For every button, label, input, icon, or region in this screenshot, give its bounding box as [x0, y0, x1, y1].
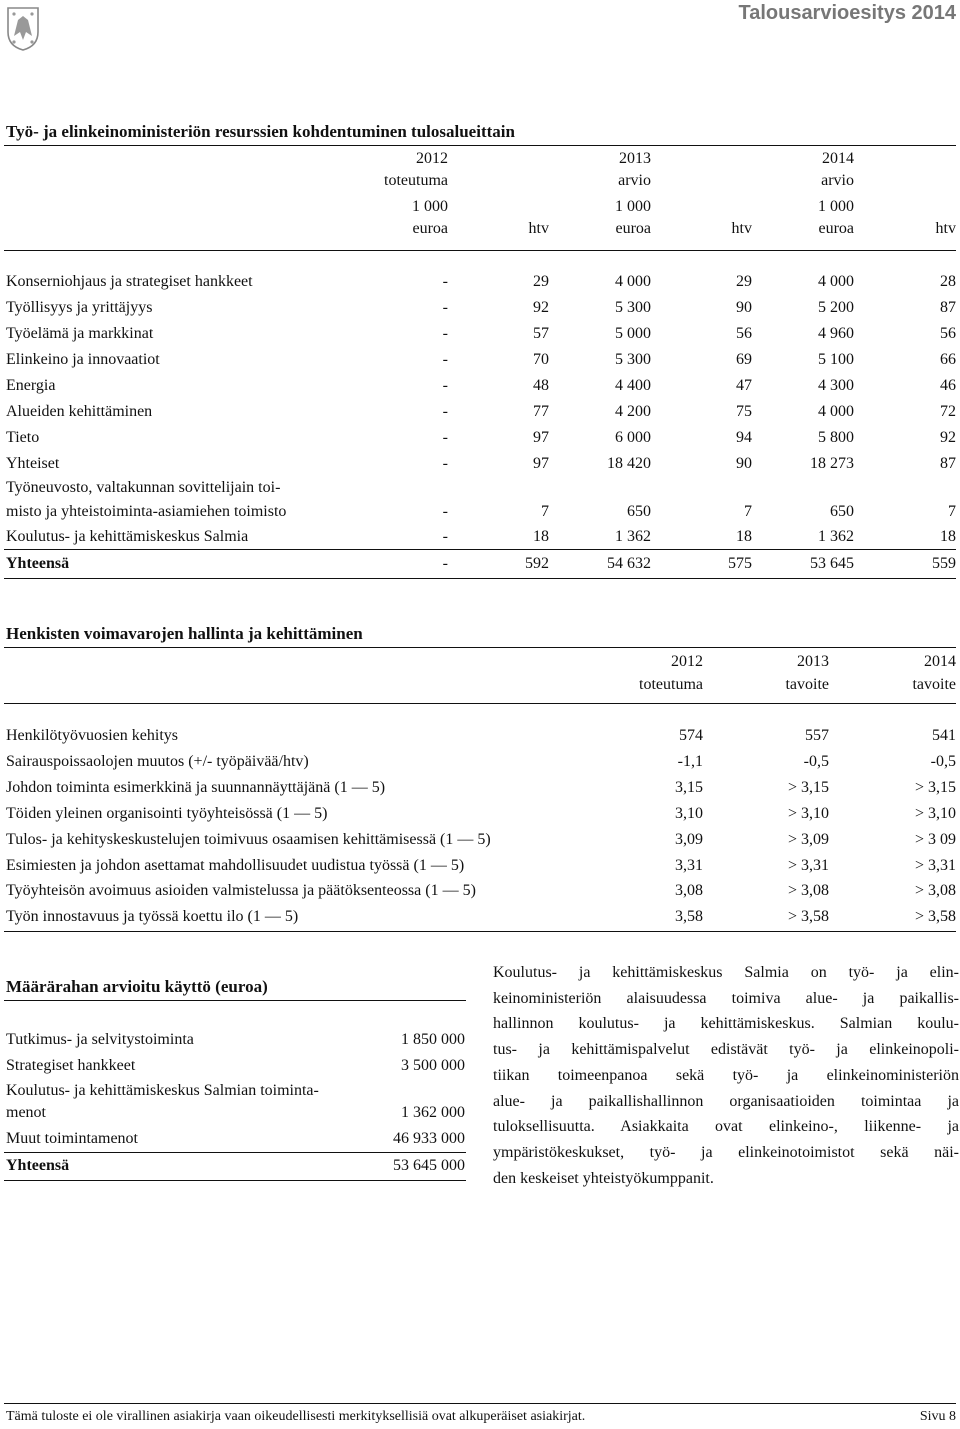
table3-top-rule	[4, 1000, 466, 1001]
cell-value: 3 500 000	[401, 1057, 465, 1074]
cell-value: 650	[830, 503, 854, 520]
total-label: Yhteensä	[6, 555, 70, 572]
cell-value: 28	[940, 273, 956, 290]
document-title: Talousarvioesitys 2014	[738, 2, 956, 24]
cell-value: 3,09	[675, 830, 703, 848]
cell-value: 57	[533, 325, 549, 342]
year-header: 2014	[924, 653, 956, 670]
paragraph-line: tiikan toimeenpanoa sekä työ- ja elinkeinoministeriön	[493, 1066, 959, 1084]
cell-value: 7	[541, 503, 549, 520]
row-label: Työneuvosto, valtakunnan sovittelijain toi-	[6, 479, 281, 496]
row-label: Koulutus- ja kehittämiskeskus Salmia	[6, 528, 249, 545]
cell-value: 72	[940, 403, 956, 420]
cell-value: 69	[736, 351, 752, 368]
cell-value: 7	[744, 503, 752, 520]
cell-value: 1 362	[818, 528, 854, 545]
row-label: Strategiset hankkeet	[6, 1057, 136, 1074]
row-label: Sairauspoissaolojen muutos (+/- työpäivää/htv)	[6, 752, 309, 770]
cell-value: -	[442, 325, 448, 342]
cell-value: 1 362 000	[401, 1104, 465, 1121]
cell-value: > 3,08	[787, 882, 829, 900]
cell-value: > 3,58	[787, 908, 829, 926]
table2-bottom-rule	[4, 931, 956, 932]
cell-value: > 3 09	[914, 830, 956, 848]
cell-value: 3,15	[675, 778, 703, 796]
cell-value: 18	[940, 528, 956, 545]
cell-value: 6 000	[615, 429, 651, 446]
total-value: 53 645	[810, 555, 854, 572]
table1-top-rule	[4, 145, 956, 146]
cell-value: 4 960	[818, 325, 854, 342]
page-header	[0, 0, 960, 68]
cell-value: 75	[736, 403, 752, 420]
row-label: Koulutus- ja kehittämiskeskus Salmian toiminta-	[6, 1082, 319, 1099]
row-label: Energia	[6, 377, 56, 394]
cell-value: 574	[679, 727, 703, 744]
row-label: Tulos- ja kehityskeskustelujen toimivuus osaamisen kehittämisessä (1 — 5)	[6, 830, 491, 848]
cell-value: 92	[533, 299, 549, 316]
cell-value: -	[442, 299, 448, 316]
paragraph-line: den keskeiset yhteistyökumppanit.	[493, 1169, 714, 1187]
cell-value: 541	[932, 727, 956, 744]
cell-value: 47	[736, 377, 752, 394]
cell-value: -1,1	[677, 752, 703, 770]
cell-value: 5 300	[615, 351, 651, 368]
cell-value: 77	[533, 403, 549, 420]
table1-bottom-rule	[4, 578, 956, 579]
row-label: Johdon toiminta esimerkkinä ja suunnannäyttäjänä (1 — 5)	[6, 778, 386, 796]
row-label: Työelämä ja markkinat	[6, 325, 154, 342]
htv-header: htv	[731, 220, 752, 237]
cell-value: 4 000	[818, 403, 854, 420]
table2-title: Henkisten voimavarojen hallinta ja kehittäminen	[6, 624, 363, 643]
total-value: 592	[525, 555, 549, 572]
cell-value: -	[442, 351, 448, 368]
total-rule	[4, 549, 956, 550]
cell-value: 5 800	[818, 429, 854, 446]
unit-header: 1 000	[412, 198, 448, 215]
total-value: 559	[932, 555, 956, 572]
paragraph-line: alue- ja paikallishallinnon organisaatioiden toimintaa ja	[493, 1092, 959, 1110]
row-label: Alueiden kehittäminen	[6, 403, 153, 420]
total-label: Yhteensä	[6, 1157, 70, 1174]
table3-bottom-rule	[4, 1180, 466, 1181]
total-value: 575	[728, 555, 752, 572]
year-header: 2012	[416, 150, 448, 167]
coat-of-arms-icon	[6, 6, 40, 52]
cell-value: 66	[940, 351, 956, 368]
cell-value: 650	[627, 503, 651, 520]
row-label: menot	[6, 1104, 46, 1121]
cell-value: 1 850 000	[401, 1031, 465, 1048]
row-label: Henkilötyövuosien kehitys	[6, 727, 178, 744]
row-label: Tieto	[6, 429, 40, 446]
cell-value: 4 000	[615, 273, 651, 290]
cell-value: 5 200	[818, 299, 854, 316]
row-label: Työllisyys ja yrittäjyys	[6, 299, 153, 316]
table2-top-rule	[4, 647, 956, 648]
paragraph-line: ympäristökeskukset, työ- ja elinkeinotoimistot sekä näi-	[493, 1143, 959, 1161]
row-label: Töiden yleinen organisointi työyhteisössä (1 — 5)	[6, 804, 328, 822]
year-subheader: toteutuma	[384, 172, 448, 189]
cell-value: > 3,10	[914, 804, 956, 822]
cell-value: 3,31	[675, 856, 703, 874]
paragraph-line: tus- ja kehittämispalvelut edistävät työ- ja elinkeinopoli-	[493, 1041, 959, 1059]
row-label: Yhteiset	[6, 455, 60, 472]
cell-value: 92	[940, 429, 956, 446]
cell-value: 4 400	[615, 377, 651, 394]
cell-value: 3,10	[675, 804, 703, 822]
cell-value: 56	[736, 325, 752, 342]
cell-value: 557	[805, 727, 829, 744]
cell-value: 3,58	[675, 908, 703, 926]
paragraph-line: hallinnon koulutus- ja kehittämiskeskus. Salmian koulu-	[493, 1015, 959, 1033]
cell-value: > 3,31	[787, 856, 829, 874]
cell-value: 5 300	[615, 299, 651, 316]
cell-value: 7	[948, 503, 956, 520]
unit-header: 1 000	[615, 198, 651, 215]
unit-header: euroa	[615, 220, 651, 237]
paragraph-line: Koulutus- ja kehittämiskeskus Salmia on työ- ja elin-	[493, 964, 959, 981]
unit-header: euroa	[818, 220, 854, 237]
cell-value: 1 362	[615, 528, 651, 545]
cell-value: 18 273	[810, 455, 854, 472]
cell-value: > 3,15	[787, 778, 829, 796]
cell-value: > 3,15	[914, 778, 956, 796]
cell-value: > 3,31	[914, 856, 956, 874]
page-number: Sivu 8	[919, 1409, 956, 1424]
year-subheader: arvio	[618, 172, 651, 189]
cell-value: 5 000	[615, 325, 651, 342]
cell-value: 97	[533, 455, 549, 472]
cell-value: 90	[736, 299, 752, 316]
cell-value: 56	[940, 325, 956, 342]
table1-header-rule	[4, 250, 956, 251]
total-value: 53 645 000	[393, 1157, 465, 1174]
row-label: Työn innostavuus ja työssä koettu ilo (1 — 5)	[6, 908, 299, 926]
total-value: -	[442, 555, 448, 572]
cell-value: 3,08	[675, 882, 703, 900]
row-label: Esimiesten ja johdon asettamat mahdollisuudet uudistua työssä (1 — 5)	[6, 856, 465, 874]
year-header: 2013	[619, 150, 651, 167]
cell-value: 18	[533, 528, 549, 545]
cell-value: -0,5	[803, 752, 829, 770]
cell-value: -	[442, 403, 448, 420]
cell-value: 4 300	[818, 377, 854, 394]
htv-header: htv	[528, 220, 549, 237]
table1-title: Työ- ja elinkeinoministeriön resurssien kohdentuminen tulosalueittain	[6, 122, 515, 141]
cell-value: > 3,10	[787, 804, 829, 822]
row-label: Työyhteisön avoimuus asioiden valmistelussa ja päätöksenteossa (1 — 5)	[6, 882, 476, 900]
cell-value: 87	[940, 455, 956, 472]
cell-value: 4 200	[615, 403, 651, 420]
year-subheader: arvio	[821, 172, 854, 189]
year-subheader: toteutuma	[639, 676, 703, 693]
year-header: 2012	[671, 653, 703, 670]
cell-value: 29	[736, 273, 752, 290]
htv-header: htv	[935, 220, 956, 237]
cell-value: -	[442, 273, 448, 290]
table3-total-rule	[4, 1152, 466, 1153]
cell-value: 94	[736, 429, 752, 446]
total-value: 54 632	[607, 555, 651, 572]
cell-value: -	[442, 377, 448, 394]
cell-value: 46	[940, 377, 956, 394]
paragraph-line: tuloksellisuutta. Asiakkaita ovat elinkeino-, liikenne- ja	[493, 1118, 959, 1136]
unit-header: 1 000	[818, 198, 854, 215]
cell-value: 29	[533, 273, 549, 290]
cell-value: -	[442, 455, 448, 472]
year-subheader: tavoite	[785, 676, 829, 693]
cell-value: 18	[736, 528, 752, 545]
row-label: Tutkimus- ja selvitystoiminta	[6, 1031, 194, 1048]
cell-value: 48	[533, 377, 549, 394]
table2-header-rule	[4, 703, 956, 704]
year-header: 2013	[797, 653, 829, 670]
cell-value: 46 933 000	[393, 1130, 465, 1147]
footer-disclaimer: Tämä tuloste ei ole virallinen asiakirja vaan oikeudellisesti merkityksellisiä ovat alkuperäiset asiakirjat.	[6, 1409, 586, 1424]
cell-value: 87	[940, 299, 956, 316]
row-label: misto ja yhteistoiminta-asiamiehen toimisto	[6, 503, 287, 520]
footer-rule	[4, 1403, 956, 1404]
cell-value: -	[442, 528, 448, 545]
cell-value: 97	[533, 429, 549, 446]
cell-value: 5 100	[818, 351, 854, 368]
cell-value: > 3,08	[914, 882, 956, 900]
table3-title: Määrärahan arvioitu käyttö (euroa)	[6, 977, 268, 996]
row-label: Elinkeino ja innovaatiot	[6, 351, 160, 368]
cell-value: > 3,09	[787, 830, 829, 848]
paragraph-line: keinoministeriön alaisuudessa toimiva alue- ja paikallis-	[493, 989, 959, 1007]
unit-header: euroa	[412, 220, 448, 237]
cell-value: > 3,58	[914, 908, 956, 926]
salmia-description	[493, 960, 959, 1191]
year-header: 2014	[822, 150, 854, 167]
row-label: Konserniohjaus ja strategiset hankkeet	[6, 273, 253, 290]
cell-value: 90	[736, 455, 752, 472]
cell-value: 4 000	[818, 273, 854, 290]
cell-value: -	[442, 503, 448, 520]
cell-value: -	[442, 429, 448, 446]
cell-value: -0,5	[930, 752, 956, 770]
cell-value: 18 420	[607, 455, 651, 472]
cell-value: 70	[533, 351, 549, 368]
year-subheader: tavoite	[912, 676, 956, 693]
row-label: Muut toimintamenot	[6, 1130, 138, 1147]
